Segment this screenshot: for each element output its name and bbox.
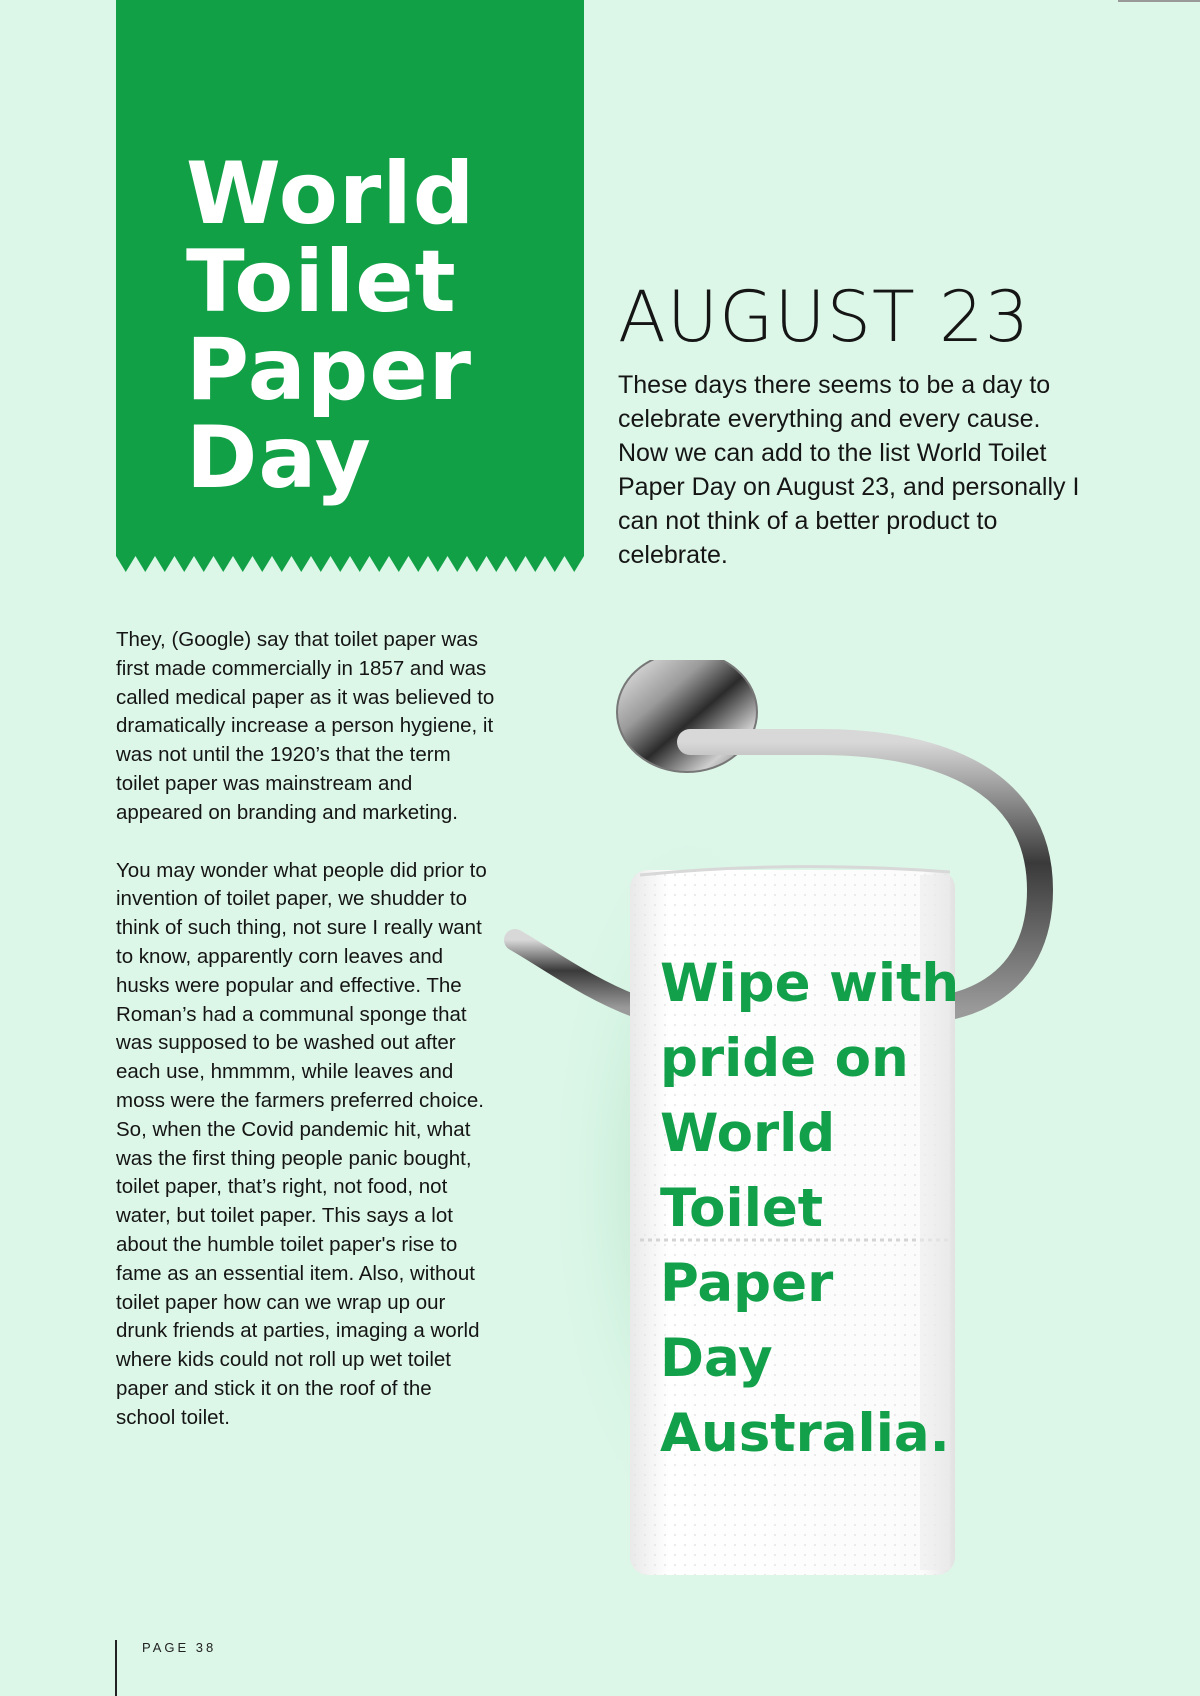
- banner-title: World Toilet Paper Day: [186, 144, 476, 508]
- top-edge-rule: [1118, 0, 1200, 2]
- title-banner: [116, 0, 584, 572]
- page-number: PAGE 38: [142, 1640, 217, 1655]
- article-body: [116, 626, 496, 1462]
- body-paragraph-2: You may wonder what people did prior to invention of toilet paper, we shudder to think of such thing, not sure I really want to know, apparently corn leaves and husks were popular and effective. The Roman’s had a communal sponge that was supposed to be washed out after each use, hmmmm, while leaves and moss were the farmers preferred choice. So, when the Covid pandemic hit, what was the first thing people panic bought, toilet paper, that’s right, not food, not water, but toilet paper. This says a lot about the humble toilet paper's rise to fame as an essential item. Also, without toilet paper how can we wrap up our drunk friends at parties, imaging a world where kids could not roll up wet toilet paper and stick it on the roof of the school toilet.: [116, 858, 487, 1429]
- footer-rule: [115, 1640, 117, 1696]
- intro-paragraph: These days there seems to be a day to celebrate everything and every cause. Now we can add to the list World Toilet Paper Day on August 23, and personally I can not think of a better product to celebrate.: [618, 371, 1080, 569]
- roll-slogan: Wipe with pride on World Toilet Paper Day Australia.: [660, 953, 960, 1464]
- event-date: AUGUST 23: [618, 276, 1031, 358]
- body-paragraph-1: They, (Google) say that toilet paper was first made commercially in 1857 and was called medical paper as it was believed to dramatically increase a person hygiene, it was not until the 1920’s that the term toilet paper was mainstream and appeared on branding and marketing.: [116, 628, 495, 824]
